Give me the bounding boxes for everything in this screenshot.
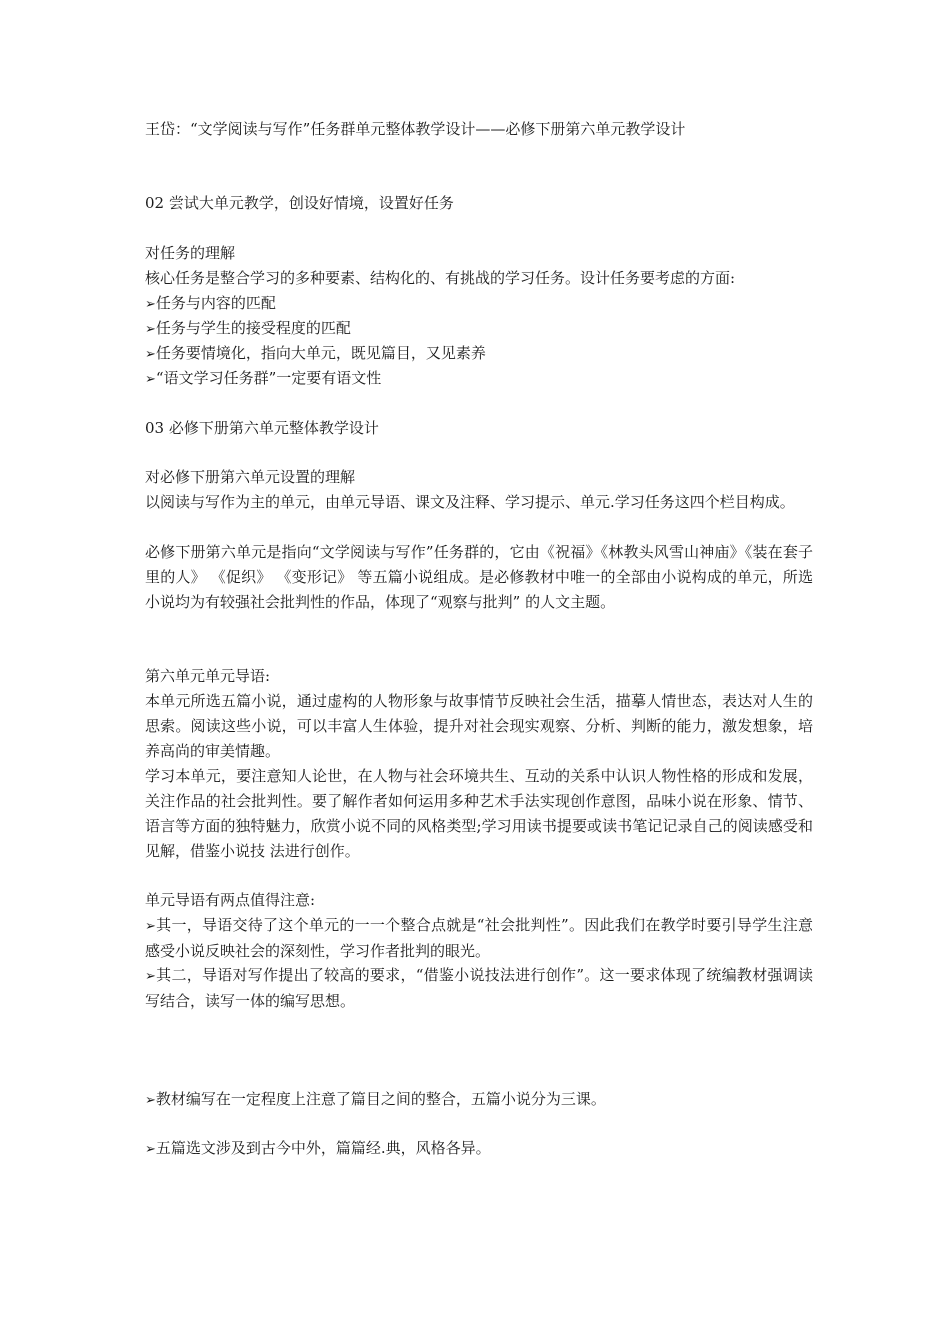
list-item-text: 任务与学生的接受程度的匹配 bbox=[155, 319, 351, 337]
list-item bbox=[145, 291, 276, 316]
bullet-arrow-icon: ➢ bbox=[145, 919, 156, 934]
list-item-text: 教材编写在一定程度上注意了篇目之间的整合，五篇小说分为三课。 bbox=[155, 1090, 606, 1108]
guide-paragraph-1: 本单元所选五篇小说，通过虚构的人物形象与故事情节反映社会生活，描摹人情世态，表达对人生的思索。阅读这些小说，可以丰富人生体验，提升对社会现实观察、分析、判断的能力，激发想象，培养高尚的审美情趣。 bbox=[145, 692, 813, 760]
bullet-arrow-icon: ➢ bbox=[145, 1093, 156, 1108]
list-item bbox=[145, 366, 381, 391]
section-02-heading: 02 尝试大单元教学，创设好情境，设置好任务 bbox=[145, 194, 454, 212]
guide-paragraph-2: 学习本单元，要注意知人论世，在人物与社会环境共生、互动的关系中认识人物性格的形成和发展，关注作品的社会批判性。要了解作者如何运用多种艺术手法实现创作意图，品味小说在形象、情节、语言等方面的独特魅力，欣赏小说不同的风格类型;学习用读书提要或读书笔记记录自己的阅读感受和见解，借鉴小说技 法进行创作。 bbox=[145, 767, 813, 860]
section-03-paragraph-2: 必修下册第六单元是指向“文学阅读与写作”任务群的，它由《祝福》《林教头风雪山神庙》《装在套子里的人》 《促织》 《变形记》 等五篇小说组成。是必修教材中唯一的全部由小说构成的单元，所选小说均为有较强社会批判性的作品，体现了“观察与批判” 的人文主题。 bbox=[145, 543, 813, 611]
list-item bbox=[145, 913, 813, 964]
bullet-arrow-icon: ➢ bbox=[145, 1142, 156, 1157]
list-item bbox=[145, 963, 813, 1014]
bullet-arrow-icon: ➢ bbox=[145, 297, 156, 312]
list-item-text: 其一，导语交待了这个单元的一一个整合点就是“社会批判性”。因此我们在教学时要引导学生注意感受小说反映社会的深刻性，学习作者批判的眼光。 bbox=[145, 916, 813, 960]
list-item bbox=[145, 1087, 606, 1112]
section-03-paragraph-1: 以阅读与写作为主的单元，由单元导语、课文及注释、学习提示、单元.学习任务这四个栏目构成。 bbox=[145, 493, 795, 511]
document-title: 王岱：“文学阅读与写作”任务群单元整体教学设计——必修下册第六单元教学设计 bbox=[145, 120, 686, 138]
bullet-arrow-icon: ➢ bbox=[145, 322, 156, 337]
list-item-text: 任务要情境化，指向大单元，既见篇目，又见素养 bbox=[155, 344, 486, 362]
section-03-subheading: 对必修下册第六单元设置的理解 bbox=[145, 468, 356, 486]
list-item-text: “语文学习任务群”一定要有语文性 bbox=[155, 369, 382, 387]
guide-heading: 第六单元单元导语: bbox=[145, 667, 271, 685]
list-item-text: 任务与内容的匹配 bbox=[155, 294, 276, 312]
list-item bbox=[145, 316, 351, 341]
bullet-arrow-icon: ➢ bbox=[145, 969, 156, 984]
notes-heading: 单元导语有两点值得注意: bbox=[145, 891, 316, 909]
list-item-text: 其二，导语对写作提出了较高的要求，“借鉴小说技法进行创作”。这一要求体现了统编教材强调读写结合，读写一体的编写思想。 bbox=[145, 966, 813, 1010]
bullet-arrow-icon: ➢ bbox=[145, 347, 156, 362]
section-03-heading: 03 必修下册第六单元整体教学设计 bbox=[145, 419, 379, 437]
section-02-intro: 核心任务是整合学习的多种要素、结构化的、有挑战的学习任务。设计任务要考虑的方面: bbox=[145, 269, 736, 287]
section-02-subheading: 对任务的理解 bbox=[145, 244, 236, 262]
list-item-text: 五篇选文涉及到古今中外，篇篇经.典，风格各异。 bbox=[155, 1139, 491, 1157]
list-item bbox=[145, 1136, 491, 1161]
bullet-arrow-icon: ➢ bbox=[145, 372, 156, 387]
list-item bbox=[145, 341, 486, 366]
